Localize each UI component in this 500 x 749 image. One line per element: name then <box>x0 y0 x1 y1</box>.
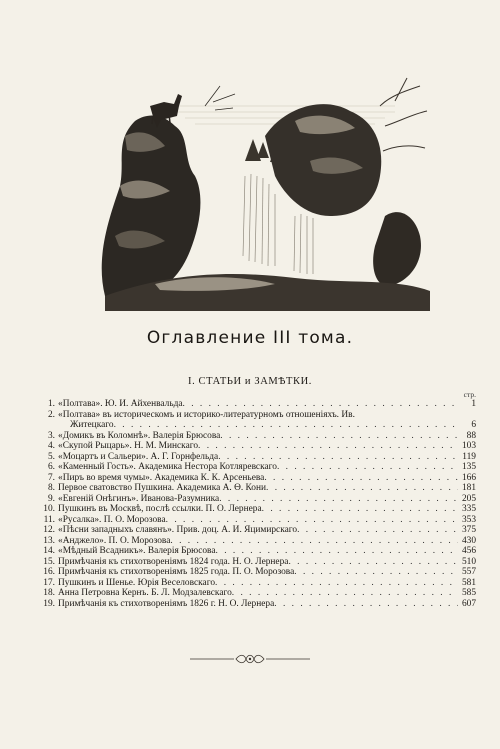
entry-number: 7. <box>47 472 55 483</box>
entry-page: 581 <box>461 577 476 588</box>
entry-number: 13. <box>43 535 55 546</box>
entry-title: «Скупой Рыцарь». Н. М. Минскаго <box>58 441 199 451</box>
entry-title: «Полтава». Ю. И. Айхенвальда <box>58 399 183 409</box>
entry-number: 11. <box>43 514 55 525</box>
entry-number: 1. <box>47 399 55 409</box>
entry-page: 6 <box>471 420 476 430</box>
entry-number: 3. <box>47 430 55 441</box>
entry-number: 9. <box>47 493 55 504</box>
toc-entry[interactable] <box>47 430 476 442</box>
entry-page: 335 <box>461 504 476 514</box>
entry-page: 135 <box>461 462 476 472</box>
entry-page: 205 <box>461 493 476 504</box>
entry-title: Первое сватовство Пушкина. Академика А. Ѳ. Кони <box>58 483 267 493</box>
toc-entry[interactable] <box>47 493 476 505</box>
entry-number: 18. <box>43 588 55 598</box>
toc-entry[interactable] <box>47 483 476 494</box>
entry-title: «Полтава» въ историческомъ и историко-литературномъ отношеніяхъ. Ив. <box>58 409 355 420</box>
entry-page: 103 <box>461 441 476 451</box>
toc-entry[interactable] <box>43 556 476 568</box>
entry-page: 1 <box>471 399 476 409</box>
entry-title: Анна Петровна Кернъ. Б. Л. Модзалевскаго <box>58 588 232 598</box>
entry-number: 15. <box>43 556 55 567</box>
entry-number: 4. <box>47 441 55 451</box>
entry-number: 8. <box>47 483 55 493</box>
entry-number: 19. <box>43 598 55 609</box>
entry-page: 557 <box>461 567 476 577</box>
entry-page: 585 <box>461 588 476 598</box>
section-heading: I. СТАТЬИ и ЗАМѢТКИ. <box>187 376 313 387</box>
decorative-ornament <box>190 652 310 666</box>
entry-title: «Каменный Гость». Академика Нестора Котляревскаго <box>58 462 277 472</box>
entry-page: 607 <box>461 598 476 609</box>
toc-entry[interactable] <box>43 567 476 578</box>
entry-number: 12. <box>43 525 55 535</box>
page-title: Оглавление III тома. <box>146 328 354 348</box>
entry-title: «Анджело». П. О. Морозова <box>58 535 171 546</box>
entry-title: Примѣчанія къ стихотвореніямъ 1826 г. Н. О. Лернера <box>58 598 275 609</box>
toc-entry[interactable] <box>43 577 476 589</box>
toc-entry[interactable] <box>47 462 476 473</box>
entry-title: «Моцартъ и Сальери». А. Г. Горнфельда <box>58 451 219 462</box>
entry-title: Примѣчанія къ стихотвореніямъ 1825 года. П. О. Морозова <box>58 567 295 577</box>
entry-page: 353 <box>461 514 476 525</box>
entry-title: «Русалка». П. О. Морозова <box>58 514 166 525</box>
entry-number: 5. <box>47 451 55 462</box>
toc-entry[interactable] <box>47 399 476 410</box>
page-column-label: стр. <box>463 390 476 399</box>
toc-entry[interactable] <box>43 525 476 536</box>
toc-entry[interactable] <box>47 472 476 484</box>
entry-page: 510 <box>461 556 476 567</box>
entry-title: «Мѣдный Всадникъ». Валерія Брюсова <box>58 546 216 556</box>
entry-page: 119 <box>462 451 476 462</box>
entry-number: 6. <box>47 462 55 472</box>
toc-entry[interactable] <box>47 451 476 463</box>
toc-entry[interactable] <box>43 546 476 557</box>
entry-number: 10. <box>43 504 55 514</box>
entry-number: 2. <box>47 409 55 420</box>
entry-page: 166 <box>461 472 476 483</box>
entry-page: 430 <box>461 535 476 546</box>
entry-title: «Домикъ въ Коломнѣ». Валерія Брюсова <box>58 430 221 441</box>
waterfall-engraving <box>95 66 435 311</box>
entry-page: 375 <box>461 525 476 535</box>
entry-title: «Пиръ во время чумы». Академика К. К. Арсеньева <box>58 472 265 483</box>
entry-number: 16. <box>43 567 55 577</box>
toc-entry[interactable] <box>43 535 476 547</box>
table-of-contents <box>43 399 476 609</box>
entry-title: Пушкинъ въ Москвѣ, послѣ ссылки. П. О. Лернера <box>58 504 262 514</box>
toc-entry[interactable] <box>43 504 476 515</box>
entry-page: 456 <box>461 546 476 556</box>
toc-entry[interactable] <box>47 409 476 421</box>
entry-title: Пушкинъ и Шенье. Юрія Веселовскаго <box>58 577 216 588</box>
entry-title: «Евгеній Онѣгинъ». Иванова-Разумника <box>58 493 220 504</box>
entry-title: «Пѣсни западныхъ славянъ». Прив. доц. А. И. Яцимирскаго <box>58 525 298 535</box>
entry-page: 88 <box>466 430 476 441</box>
toc-entry[interactable] <box>47 441 476 452</box>
entry-number: 14. <box>43 546 55 556</box>
entry-page: 181 <box>461 483 476 493</box>
entry-title-continued: Житецкаго <box>70 420 114 430</box>
entry-number: 17. <box>43 577 55 588</box>
toc-entry-continuation[interactable] <box>58 420 476 431</box>
toc-entry[interactable] <box>43 598 476 610</box>
toc-entry[interactable] <box>43 588 476 599</box>
toc-entry[interactable] <box>43 514 476 526</box>
entry-title: Примѣчанія къ стихотвореніямъ 1824 года. Н. О. Лернера <box>58 556 289 567</box>
